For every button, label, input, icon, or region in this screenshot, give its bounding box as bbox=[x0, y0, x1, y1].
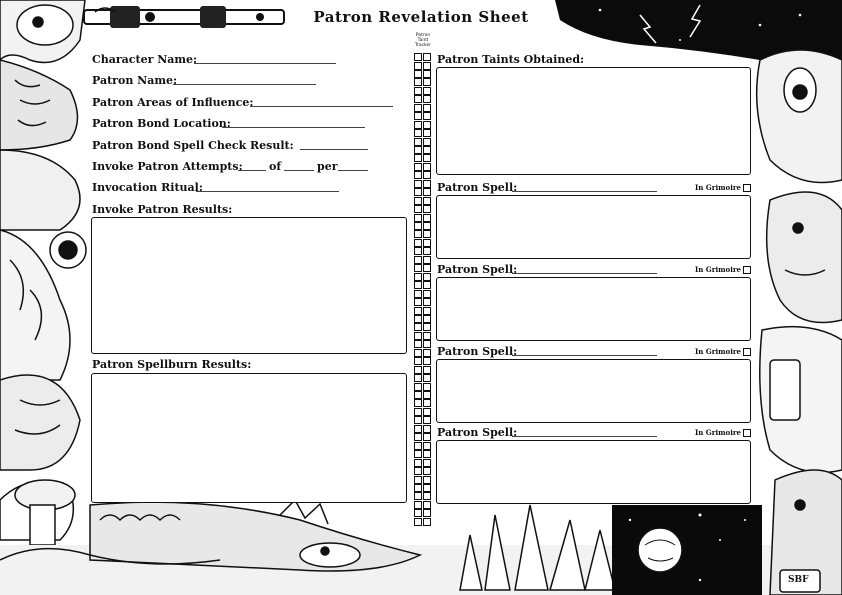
taint-tracker-checkbox[interactable] bbox=[414, 425, 422, 433]
taint-tracker-checkbox[interactable] bbox=[414, 222, 422, 230]
taint-tracker-checkbox[interactable] bbox=[423, 214, 431, 222]
invoke-results-box[interactable] bbox=[91, 217, 407, 354]
invoke-of-label: of bbox=[269, 160, 282, 173]
invoke-results-label: Invoke Patron Results: bbox=[92, 203, 233, 216]
in-grimoire-4-label: In Grimoire bbox=[695, 428, 742, 437]
taint-tracker-checkbox[interactable] bbox=[414, 53, 422, 61]
taint-tracker-checkbox[interactable] bbox=[423, 425, 431, 433]
taint-tracker-checkbox[interactable] bbox=[423, 366, 431, 374]
taint-tracker-checkbox[interactable] bbox=[414, 230, 422, 238]
taint-tracker-checkbox[interactable] bbox=[423, 518, 431, 526]
taint-tracker-checkbox[interactable] bbox=[414, 121, 422, 129]
taint-tracker-checkbox[interactable] bbox=[414, 129, 422, 137]
taint-tracker-checkbox[interactable] bbox=[423, 383, 431, 391]
taint-tracker-checkbox[interactable] bbox=[423, 340, 431, 348]
taint-tracker-checkbox[interactable] bbox=[423, 399, 431, 407]
right-creatures-illustration bbox=[757, 50, 842, 595]
taint-tracker-checkbox[interactable] bbox=[423, 281, 431, 289]
bond-location-label: Patron Bond Location: bbox=[92, 117, 231, 130]
taint-tracker-checkbox[interactable] bbox=[414, 154, 422, 162]
taint-tracker-checkbox[interactable] bbox=[414, 357, 422, 365]
taint-tracker-checkbox[interactable] bbox=[414, 349, 422, 357]
patron-spell-1-box[interactable] bbox=[436, 195, 751, 259]
bond-location-field[interactable] bbox=[222, 127, 365, 128]
taint-tracker-checkbox[interactable] bbox=[423, 501, 431, 509]
taint-tracker-checkbox[interactable] bbox=[414, 476, 422, 484]
taint-tracker-checkbox[interactable] bbox=[414, 87, 422, 95]
taint-tracker-checkbox[interactable] bbox=[414, 433, 422, 441]
taint-tracker-checkbox[interactable] bbox=[423, 188, 431, 196]
in-grimoire-3-label: In Grimoire bbox=[695, 347, 742, 356]
taint-tracker-checkbox[interactable] bbox=[423, 290, 431, 298]
taint-tracker-checkbox[interactable] bbox=[414, 509, 422, 517]
spellburn-results-box[interactable] bbox=[91, 373, 407, 503]
taint-tracker-checkbox[interactable] bbox=[423, 146, 431, 154]
taint-tracker-checkbox[interactable] bbox=[423, 95, 431, 103]
character-name-label: Character Name: bbox=[92, 53, 198, 66]
taint-tracker-checkbox[interactable] bbox=[414, 239, 422, 247]
taint-tracker-checkbox[interactable] bbox=[414, 146, 422, 154]
taint-tracker-checkbox[interactable] bbox=[423, 484, 431, 492]
taint-tracker-checkbox[interactable] bbox=[423, 78, 431, 86]
taint-tracker-checkbox[interactable] bbox=[423, 222, 431, 230]
invoke-attempts-total-field[interactable] bbox=[284, 170, 314, 171]
taint-tracker-checkbox[interactable] bbox=[423, 70, 431, 78]
taint-tracker-checkbox[interactable] bbox=[414, 95, 422, 103]
taint-tracker-checkbox[interactable] bbox=[414, 281, 422, 289]
taint-tracker-checkbox[interactable] bbox=[414, 492, 422, 500]
taint-tracker-checkbox[interactable] bbox=[414, 484, 422, 492]
taint-tracker-checkbox[interactable] bbox=[414, 383, 422, 391]
taint-tracker-checkbox[interactable] bbox=[414, 273, 422, 281]
taint-tracker-checkbox[interactable] bbox=[414, 256, 422, 264]
taint-tracker-checkbox[interactable] bbox=[423, 230, 431, 238]
taint-tracker-checkbox[interactable] bbox=[423, 357, 431, 365]
taint-tracker-checkbox[interactable] bbox=[423, 154, 431, 162]
patron-spell-3-label: Patron Spell: bbox=[437, 345, 518, 358]
character-name-field[interactable] bbox=[194, 63, 336, 64]
patron-spell-3-field[interactable] bbox=[512, 355, 657, 356]
taint-tracker-checkbox[interactable] bbox=[423, 323, 431, 331]
taint-tracker-checkbox[interactable] bbox=[423, 273, 431, 281]
in-grimoire-4-checkbox[interactable] bbox=[743, 429, 751, 437]
taint-tracker-checkbox[interactable] bbox=[423, 315, 431, 323]
patron-spell-3-box[interactable] bbox=[436, 359, 751, 423]
taint-tracker-checkbox[interactable] bbox=[414, 518, 422, 526]
taint-tracker-checkbox[interactable] bbox=[414, 374, 422, 382]
taint-tracker-checkbox[interactable] bbox=[423, 138, 431, 146]
spellburn-results-label: Patron Spellburn Results: bbox=[92, 358, 252, 371]
in-grimoire-2-label: In Grimoire bbox=[695, 265, 742, 274]
taint-tracker-checkbox[interactable] bbox=[414, 416, 422, 424]
in-grimoire-2[interactable] bbox=[695, 265, 751, 274]
taint-tracker-checkbox[interactable] bbox=[414, 315, 422, 323]
taint-tracker-checkbox[interactable] bbox=[423, 163, 431, 171]
taint-tracker-checkbox[interactable] bbox=[414, 163, 422, 171]
taint-tracker-checkbox[interactable] bbox=[423, 247, 431, 255]
bond-spell-check-label: Patron Bond Spell Check Result: bbox=[92, 139, 294, 152]
taint-tracker-checkbox[interactable] bbox=[414, 188, 422, 196]
taint-tracker-checkbox[interactable] bbox=[423, 408, 431, 416]
taint-tracker-checkbox[interactable] bbox=[414, 78, 422, 86]
patron-spell-1-field[interactable] bbox=[512, 191, 657, 192]
taint-tracker-checkbox[interactable] bbox=[414, 450, 422, 458]
patron-spell-1-label: Patron Spell: bbox=[437, 181, 518, 194]
taint-tracker-checkbox[interactable] bbox=[414, 214, 422, 222]
taint-tracker-checkbox[interactable] bbox=[423, 349, 431, 357]
left-creatures-illustration bbox=[0, 0, 86, 545]
patron-name-label: Patron Name: bbox=[92, 74, 178, 87]
taint-tracker-checkbox[interactable] bbox=[423, 104, 431, 112]
taints-obtained-box[interactable] bbox=[436, 67, 751, 175]
taint-tracker-checkbox[interactable] bbox=[414, 197, 422, 205]
areas-of-influence-field[interactable] bbox=[250, 106, 393, 107]
taint-tracker-checkbox[interactable] bbox=[423, 239, 431, 247]
taint-tracker-checkbox[interactable] bbox=[414, 247, 422, 255]
taint-tracker-checkbox[interactable] bbox=[414, 104, 422, 112]
taint-tracker-checkbox[interactable] bbox=[414, 408, 422, 416]
taint-tracker-checkbox[interactable] bbox=[423, 171, 431, 179]
invocation-ritual-label: Invocation Ritual: bbox=[92, 181, 203, 194]
taint-tracker-checkbox[interactable] bbox=[414, 340, 422, 348]
taint-tracker-checkbox[interactable] bbox=[414, 298, 422, 306]
in-grimoire-4[interactable] bbox=[695, 428, 751, 437]
taint-tracker-checkbox[interactable] bbox=[423, 467, 431, 475]
taint-tracker-checkbox[interactable] bbox=[423, 509, 431, 517]
invoke-attempts-label: Invoke Patron Attempts: bbox=[92, 160, 243, 173]
in-grimoire-1[interactable] bbox=[695, 183, 751, 192]
patron-spell-4-box[interactable] bbox=[436, 440, 751, 504]
patron-spell-4-field[interactable] bbox=[512, 436, 657, 437]
invocation-ritual-field[interactable] bbox=[196, 191, 339, 192]
taint-tracker-checkbox[interactable] bbox=[414, 323, 422, 331]
tracker-heading-line1: Patron bbox=[415, 33, 431, 38]
in-grimoire-1-checkbox[interactable] bbox=[743, 184, 751, 192]
taint-tracker-checkbox[interactable] bbox=[423, 256, 431, 264]
taint-tracker-heading bbox=[412, 33, 434, 48]
taint-tracker-checkbox[interactable] bbox=[414, 205, 422, 213]
in-grimoire-3[interactable] bbox=[695, 347, 751, 356]
taint-tracker-checkbox[interactable] bbox=[423, 180, 431, 188]
taint-tracker-checkbox[interactable] bbox=[414, 290, 422, 298]
taint-tracker-checkbox[interactable] bbox=[423, 87, 431, 95]
tracker-heading-line2: Taint bbox=[417, 38, 429, 43]
invoke-attempts-period-field[interactable] bbox=[338, 170, 368, 171]
invoke-attempts-count-field[interactable] bbox=[238, 170, 266, 171]
taint-tracker-checkbox[interactable] bbox=[414, 138, 422, 146]
taint-tracker-checkbox[interactable] bbox=[414, 501, 422, 509]
taint-tracker-checkbox[interactable] bbox=[414, 391, 422, 399]
areas-of-influence-label: Patron Areas of Influence: bbox=[92, 96, 254, 109]
taint-tracker-checkbox[interactable] bbox=[423, 205, 431, 213]
patron-spell-2-field[interactable] bbox=[512, 273, 657, 274]
taint-tracker-checkbox[interactable] bbox=[423, 433, 431, 441]
taint-tracker-checkbox[interactable] bbox=[414, 171, 422, 179]
page-title: Patron Revelation Sheet bbox=[313, 8, 529, 26]
in-grimoire-2-checkbox[interactable] bbox=[743, 266, 751, 274]
taint-tracker-checkbox[interactable] bbox=[423, 492, 431, 500]
taint-tracker-checkbox[interactable] bbox=[414, 112, 422, 120]
in-grimoire-1-label: In Grimoire bbox=[695, 183, 742, 192]
patron-spell-2-box[interactable] bbox=[436, 277, 751, 341]
taint-tracker-checkbox[interactable] bbox=[414, 70, 422, 78]
in-grimoire-3-checkbox[interactable] bbox=[743, 348, 751, 356]
taint-tracker-checkbox[interactable] bbox=[423, 62, 431, 70]
bond-spell-check-field[interactable] bbox=[300, 149, 368, 150]
patron-spell-4-label: Patron Spell: bbox=[437, 426, 518, 439]
tracker-heading-line3: Tracker bbox=[414, 43, 432, 48]
taint-tracker-checkbox[interactable] bbox=[423, 264, 431, 272]
taint-tracker-checkbox[interactable] bbox=[423, 298, 431, 306]
taint-tracker-checkbox[interactable] bbox=[414, 264, 422, 272]
taints-obtained-label: Patron Taints Obtained: bbox=[437, 53, 585, 66]
taint-tracker-checkbox[interactable] bbox=[423, 442, 431, 450]
taint-tracker-checkbox[interactable] bbox=[423, 332, 431, 340]
taint-tracker-checkbox[interactable] bbox=[423, 53, 431, 61]
taint-tracker-checkbox[interactable] bbox=[414, 442, 422, 450]
taint-tracker-checkbox[interactable] bbox=[423, 307, 431, 315]
patron-spell-2-label: Patron Spell: bbox=[437, 263, 518, 276]
taint-tracker-checkbox[interactable] bbox=[414, 467, 422, 475]
artist-signature: SBF bbox=[788, 575, 809, 585]
night-sky-illustration bbox=[612, 505, 762, 595]
taint-tracker-checkbox[interactable] bbox=[414, 366, 422, 374]
taint-tracker-checkbox[interactable] bbox=[414, 62, 422, 70]
taint-tracker-checkbox[interactable] bbox=[423, 450, 431, 458]
taint-tracker-checkbox[interactable] bbox=[414, 399, 422, 407]
taint-tracker-checkbox[interactable] bbox=[423, 112, 431, 120]
taint-tracker-checkbox[interactable] bbox=[423, 416, 431, 424]
taint-tracker-checkbox[interactable] bbox=[414, 332, 422, 340]
taint-tracker-checkbox[interactable] bbox=[423, 129, 431, 137]
taint-tracker-checkbox[interactable] bbox=[423, 391, 431, 399]
taint-tracker-checkbox[interactable] bbox=[423, 459, 431, 467]
taint-tracker-checkbox[interactable] bbox=[414, 307, 422, 315]
taint-tracker-checkbox[interactable] bbox=[423, 197, 431, 205]
taint-tracker-checkbox[interactable] bbox=[414, 459, 422, 467]
taint-tracker-checkbox[interactable] bbox=[423, 476, 431, 484]
taint-tracker-checkbox[interactable] bbox=[423, 121, 431, 129]
invoke-per-label: per bbox=[317, 160, 338, 173]
patron-name-field[interactable] bbox=[173, 84, 316, 85]
taint-tracker-checkbox[interactable] bbox=[414, 180, 422, 188]
taint-tracker-checkbox[interactable] bbox=[423, 374, 431, 382]
